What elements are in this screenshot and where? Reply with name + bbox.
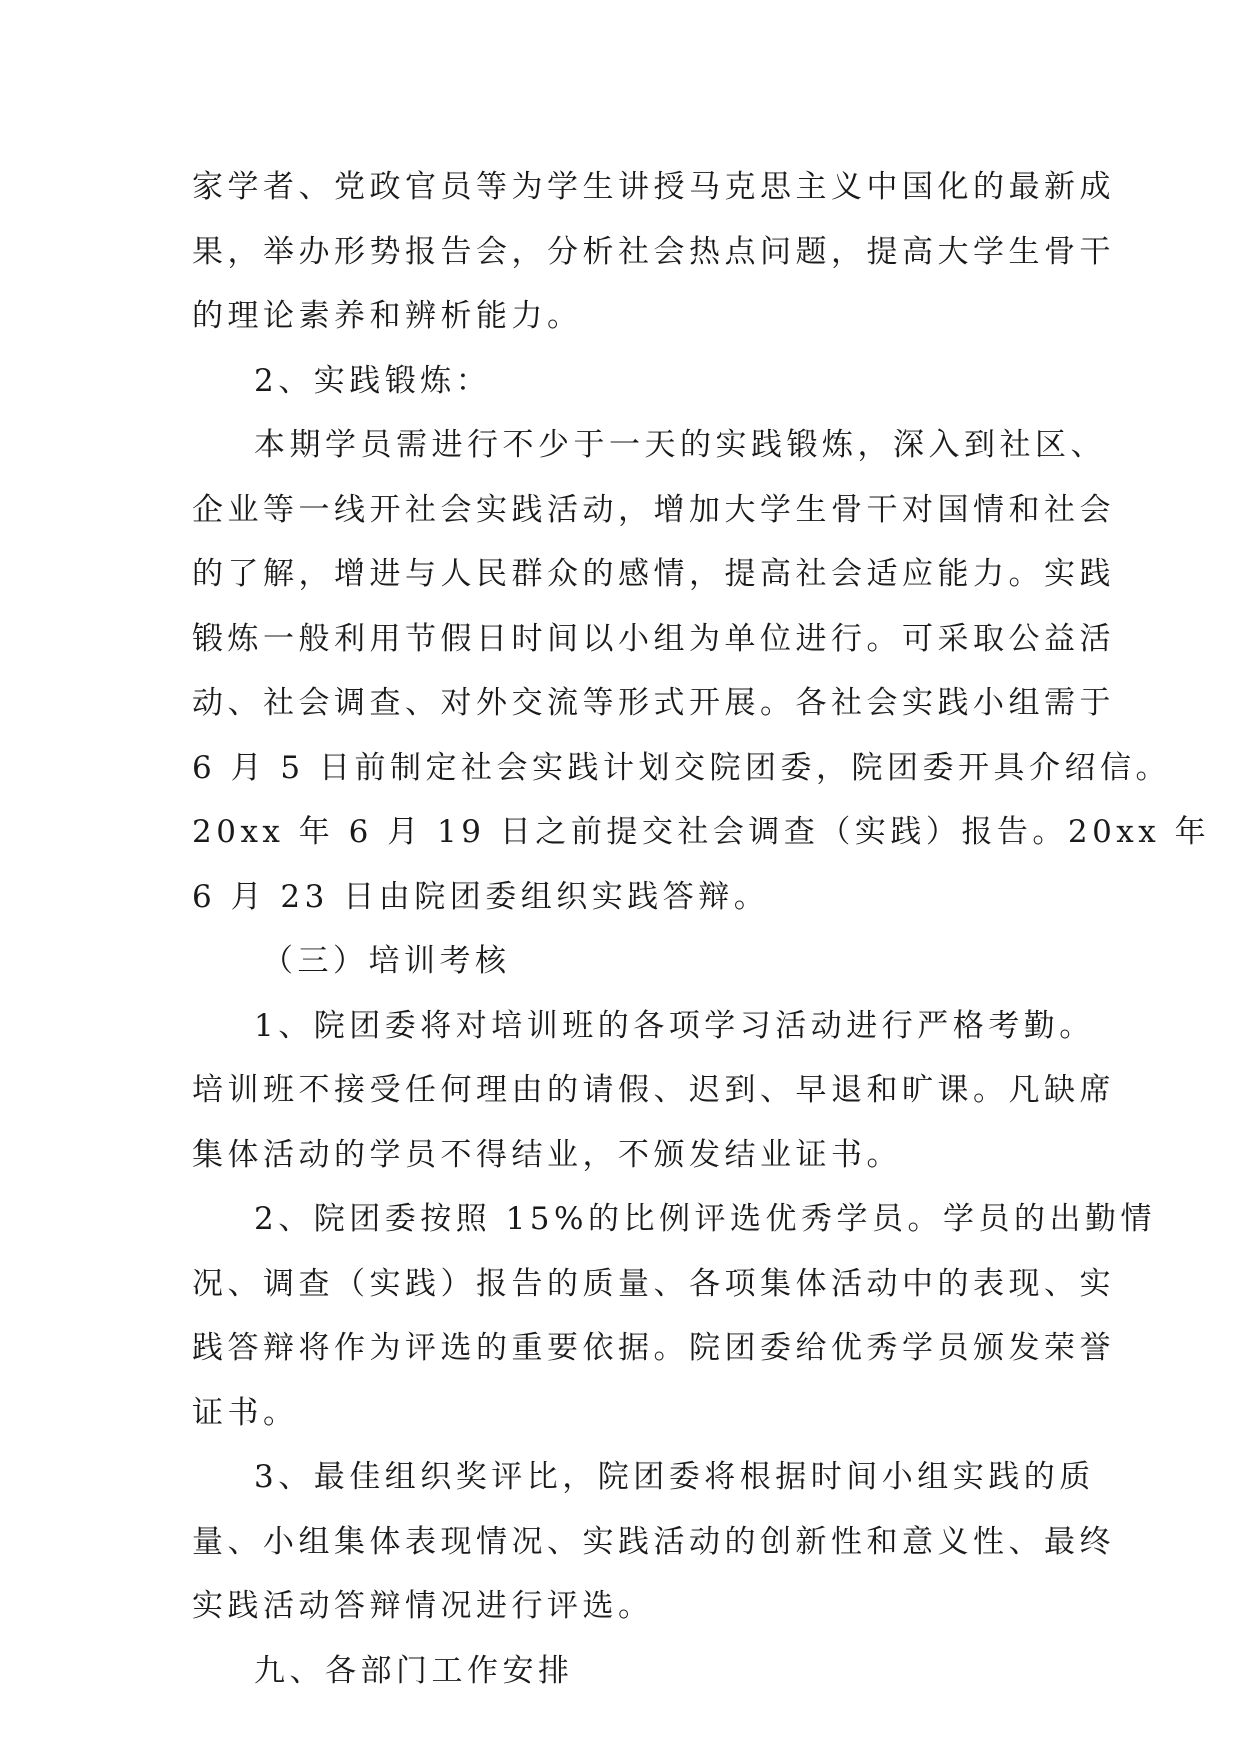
text-line: 践答辩将作为评选的重要依据。院团委给优秀学员颁发荣誉 bbox=[192, 1330, 1115, 1366]
text-line: 的理论素养和辨析能力。 bbox=[192, 298, 583, 334]
paragraph-start: 本期学员需进行不少于一天的实践锻炼，深入到社区、 bbox=[254, 427, 1106, 463]
text-line: 量、小组集体表现情况、实践活动的创新性和意义性、最终 bbox=[192, 1523, 1115, 1560]
text-line: 20xx 年 6 月 19 日之前提交社会调查（实践）报告。20xx 年 bbox=[192, 814, 1211, 850]
text-line: 的了解，增进与人民群众的感情，提高社会适应能力。实践 bbox=[192, 556, 1115, 592]
paragraph-start: 2、院团委按照 15%的比例评选优秀学员。学员的出勤情 bbox=[254, 1201, 1156, 1237]
section-heading: （三）培训考核 bbox=[262, 943, 511, 979]
text-line: 6 月 23 日由院团委组织实践答辩。 bbox=[192, 878, 770, 915]
text-line: 集体活动的学员不得结业，不颁发结业证书。 bbox=[192, 1136, 902, 1173]
document-body bbox=[192, 155, 1211, 1703]
text-line: 锻炼一般利用节假日时间以小组为单位进行。可采取公益活 bbox=[192, 620, 1115, 657]
text-line: 家学者、党政官员等为学生讲授马克思主义中国化的最新成 bbox=[192, 169, 1115, 205]
text-line: 6 月 5 日前制定社会实践计划交院团委，院团委开具介绍信。 bbox=[192, 749, 1172, 786]
section-heading: 九、各部门工作安排 bbox=[254, 1652, 574, 1689]
paragraph-start: 1、院团委将对培训班的各项学习活动进行严格考勤。 bbox=[254, 1007, 1095, 1044]
text-line: 培训班不接受任何理由的请假、迟到、早退和旷课。凡缺席 bbox=[192, 1072, 1115, 1108]
text-line: 企业等一线开社会实践活动，增加大学生骨干对国情和社会 bbox=[192, 491, 1115, 528]
text-line: 证书。 bbox=[192, 1394, 299, 1431]
text-line: 动、社会调查、对外交流等形式开展。各社会实践小组需于 bbox=[192, 685, 1115, 721]
text-line: 况、调查（实践）报告的质量、各项集体活动中的表现、实 bbox=[192, 1265, 1115, 1302]
text-line: 果，举办形势报告会，分析社会热点问题，提高大学生骨干 bbox=[192, 233, 1115, 270]
text-line: 实践活动答辩情况进行评选。 bbox=[192, 1588, 654, 1624]
paragraph-start: 3、最佳组织奖评比，院团委将根据时间小组实践的质 bbox=[254, 1459, 1095, 1495]
section-heading: 2、实践锻炼： bbox=[254, 362, 492, 399]
